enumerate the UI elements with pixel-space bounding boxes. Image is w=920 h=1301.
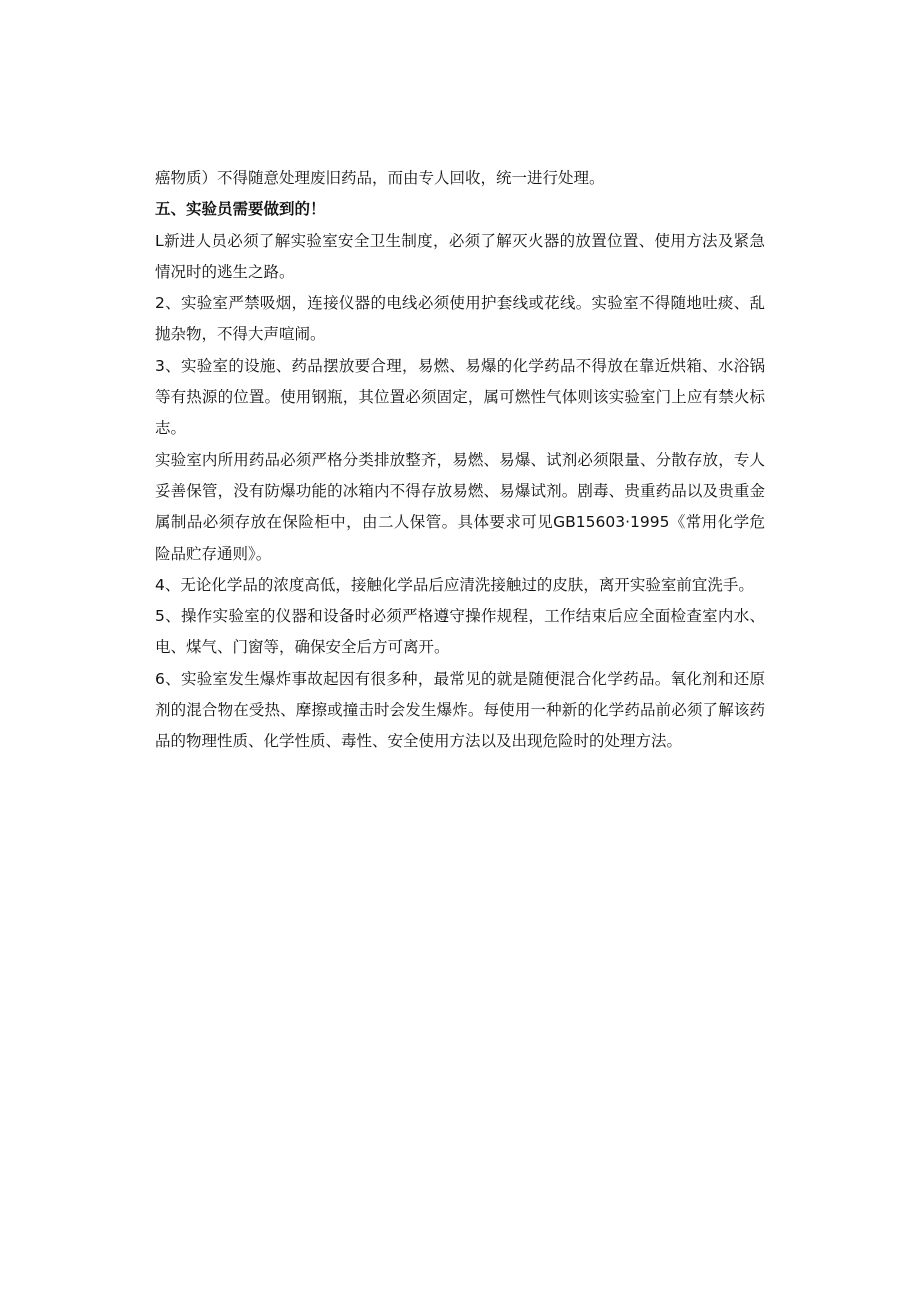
document-body [155,163,765,758]
paragraph-item-2: 2、实验室严禁吸烟，连接仪器的电线必须使用护套线或花线。实验室不得随地吐痰、乱抛杂物，不得大声喧闹。 [155,294,765,344]
paragraph-item-3: 3、实验室的设施、药品摆放要合理，易燃、易爆的化学药品不得放在靠近烘箱、水浴锅等有热源的位置。使用钢瓶，其位置必须固定，属可燃性气体则该实验室门上应有禁火标志。 [155,356,765,438]
paragraph-continuation: 癌物质）不得随意处理废旧药品，而由专人回收，统一进行处理。 [155,169,605,187]
section-heading: 五、实验员需要做到的！ [155,200,326,219]
paragraph-item-6: 6、实验室发生爆炸事故起因有很多种，最常见的就是随便混合化学药品。氧化剂和还原剂的混合物在受热、摩擦或撞击时会发生爆炸。每使用一种新的化学药品前必须了解该药品的物理性质、化学性质、毒性、安全使用方法以及出现危险时的处理方法。 [155,669,765,751]
paragraph-item-1: L新进人员必须了解实验室安全卫生制度，必须了解灭火器的放置位置、使用方法及紧急情况时的逃生之路。 [155,231,765,281]
paragraph-storage: 实验室内所用药品必须严格分类排放整齐，易燃、易爆、试剂必须限量、分散存放，专人妥善保管，没有防爆功能的冰箱内不得存放易燃、易爆试剂。剧毒、贵重药品以及贵重金属制品必须存放在保险柜中，由二人保管。具体要求可见GB15603·1995《常用化学危险品贮存通则》。 [155,450,765,563]
paragraph-item-5: 5、操作实验室的仪器和设备时必须严格遵守操作规程，工作结束后应全面检查室内水、电、煤气、门窗等，确保安全后方可离开。 [155,607,765,657]
paragraph-item-4: 4、无论化学品的浓度高低，接触化学品后应清洗接触过的皮肤，离开实验室前宜洗手。 [155,575,754,594]
